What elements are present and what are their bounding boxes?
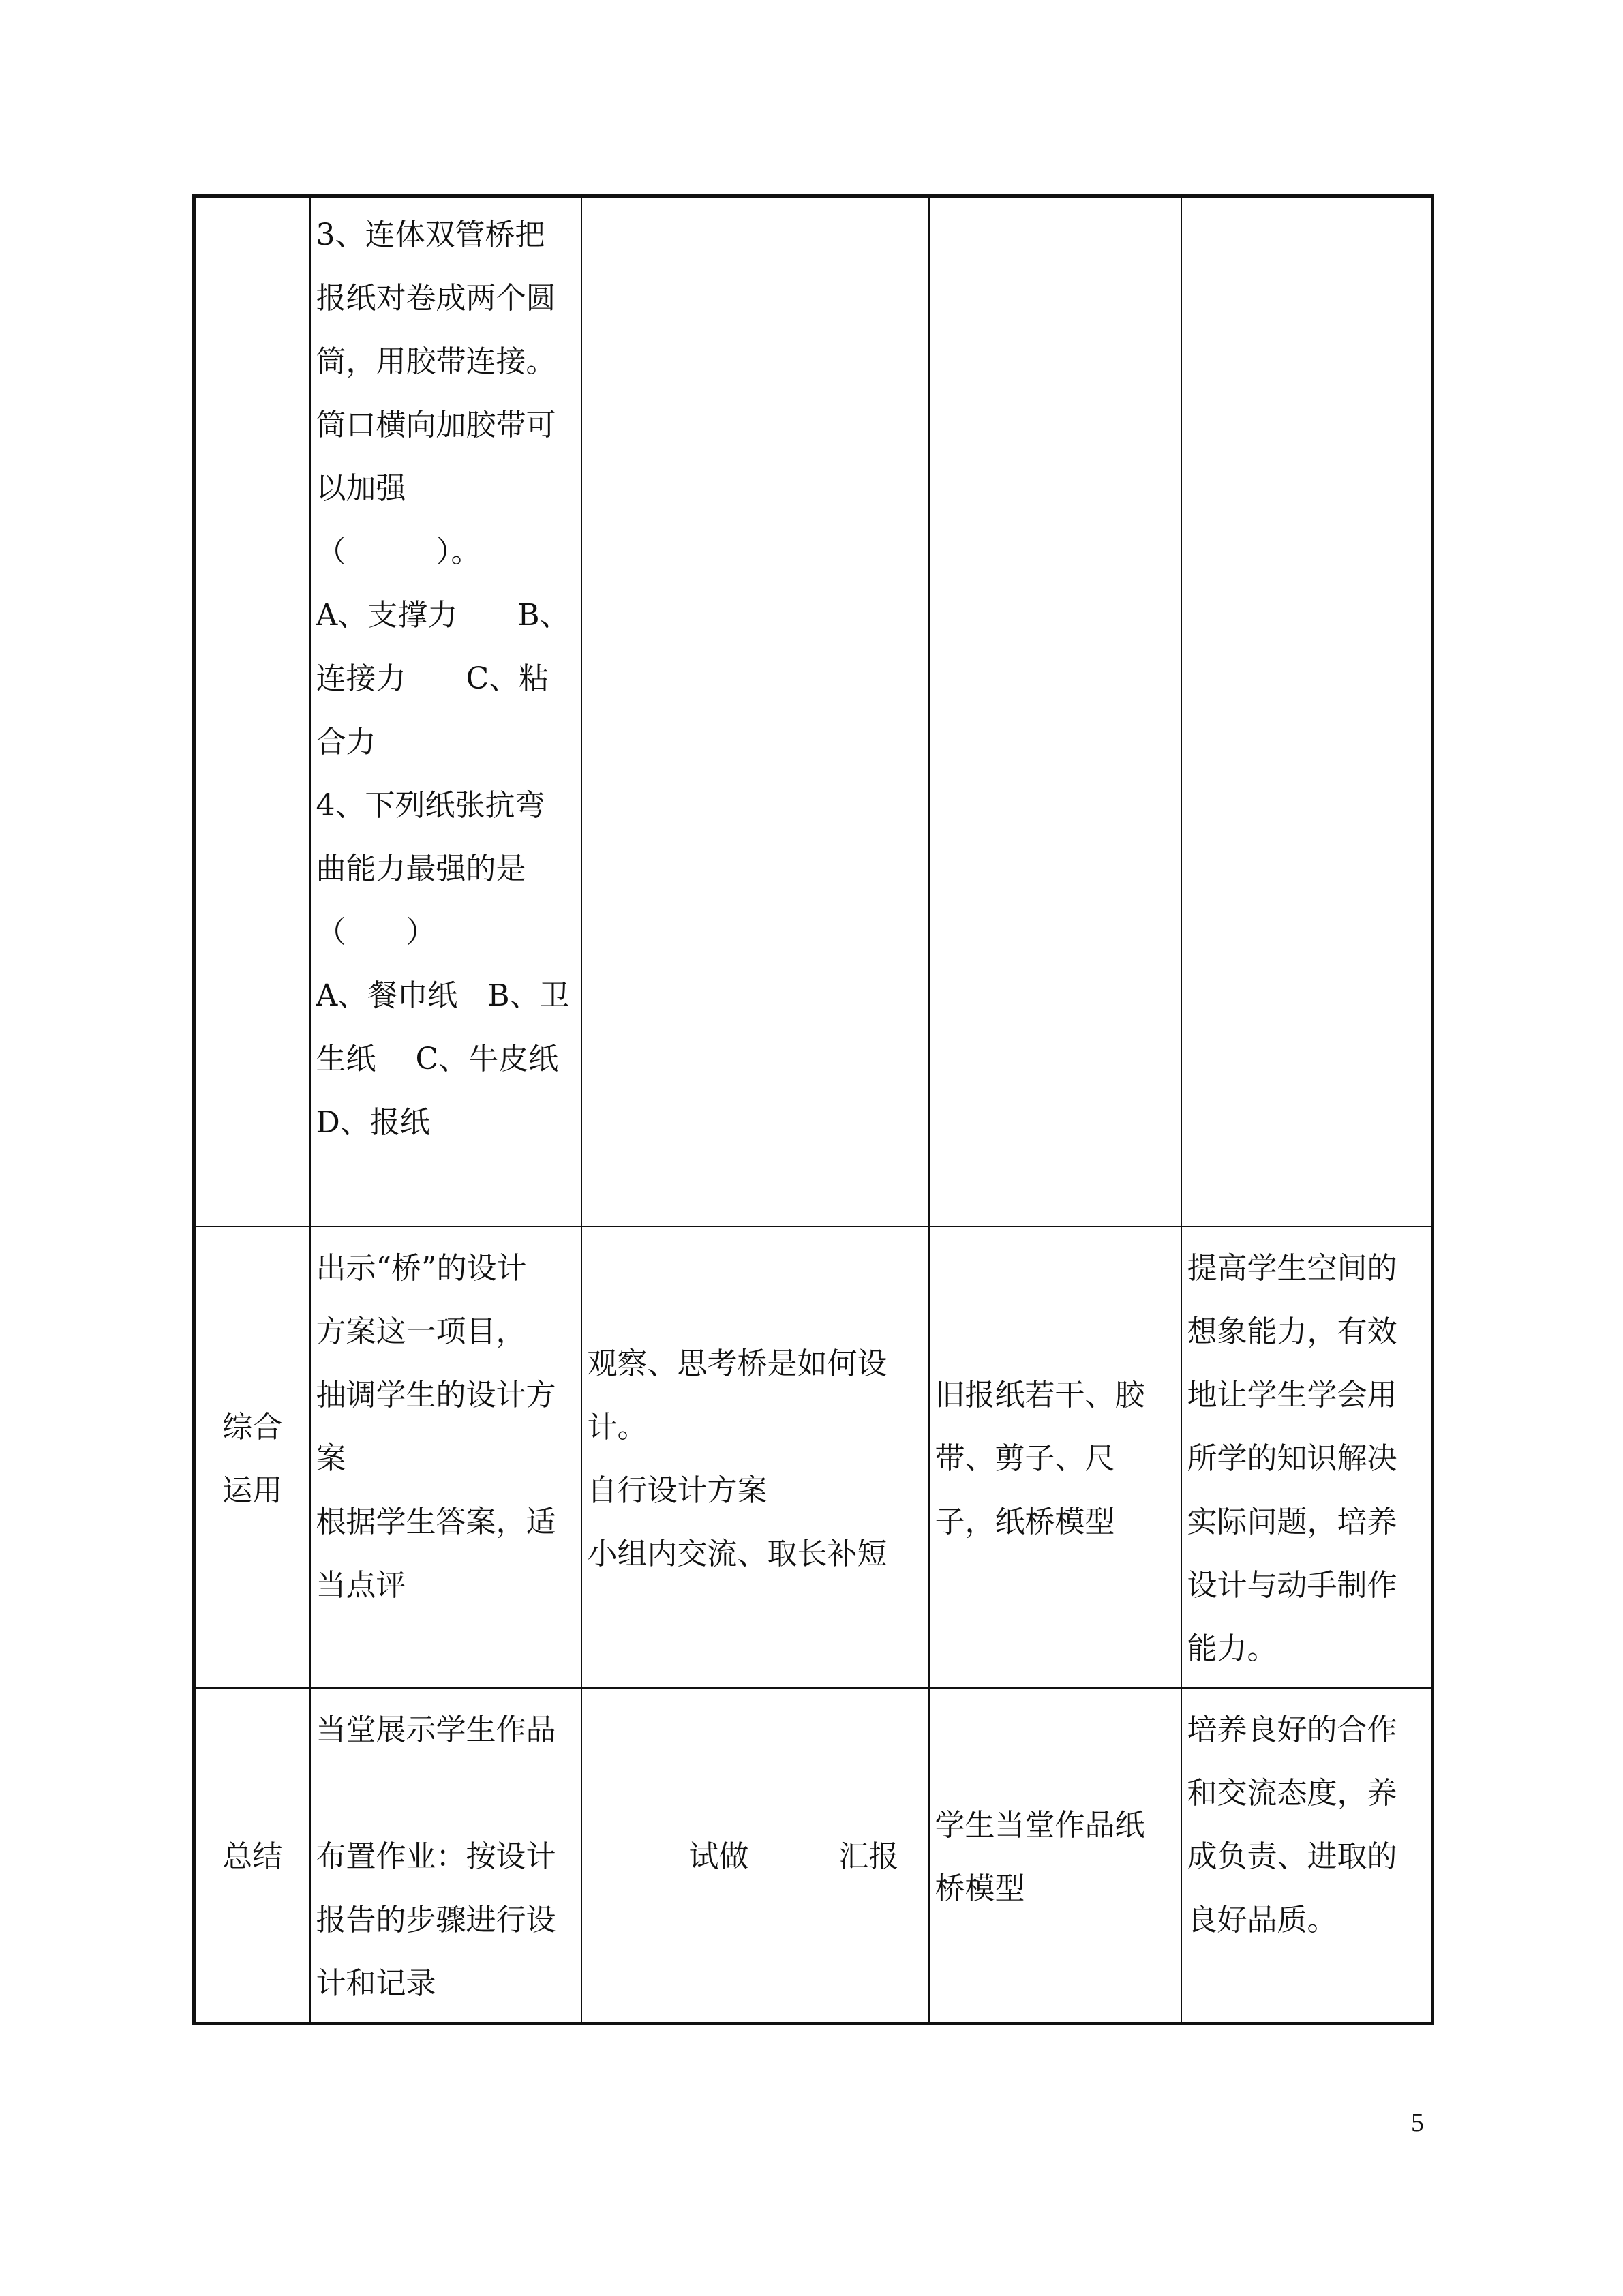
text-line: 当点评 <box>316 1568 406 1603</box>
text-line: （ ） <box>316 915 436 950</box>
text-line: 筒，用胶带连接。 <box>316 344 556 379</box>
cell-stage-apply <box>194 1226 310 1688</box>
cell-materials <box>929 1688 1181 2024</box>
text-line: 提高学生空间的 <box>1187 1251 1397 1286</box>
text-line: 报纸对卷成两个圆 <box>316 281 556 316</box>
text-line: 良好品质。 <box>1187 1903 1337 1937</box>
text-line: 实际问题，培养 <box>1187 1505 1397 1539</box>
text-line: A、餐巾纸 B、卫 <box>316 978 570 1013</box>
cell-purpose <box>1181 1688 1433 2024</box>
text-line: 计。 <box>587 1409 648 1445</box>
cell-teacher-activity <box>310 1226 581 1688</box>
text-line: 布置作业：按设计 <box>316 1839 556 1874</box>
table-row-apply <box>194 1226 1433 1688</box>
stage-label: 综合 <box>222 1409 283 1445</box>
cell-stage-summary <box>194 1688 310 2024</box>
text-line: 出示“桥”的设计 <box>316 1251 527 1286</box>
text-line: 根据学生答案，适 <box>316 1505 556 1539</box>
text-line: 曲能力最强的是 <box>316 851 526 886</box>
text-line: 带、剪子、尺 <box>935 1441 1115 1476</box>
text-line: 生纸 C、牛皮纸 <box>316 1042 559 1076</box>
text-line: 试做 汇报 <box>688 1839 899 1874</box>
text-line: （ ）。 <box>316 534 481 569</box>
text-line: 4、下列纸张抗弯 <box>316 788 545 823</box>
cell-teacher-activity <box>310 196 581 1227</box>
text-line: 筒口横向加胶带可 <box>316 408 556 442</box>
cell-purpose <box>1181 1226 1433 1688</box>
cell-student-activity <box>581 1688 929 2024</box>
text-line: 计和记录 <box>316 1966 436 2001</box>
text-line: 连接力 C、粘 <box>316 661 549 696</box>
text-line: 地让学生学会用 <box>1187 1378 1397 1413</box>
text-line: 学生当堂作品纸 <box>935 1807 1145 1843</box>
lesson-plan-table <box>192 194 1434 2025</box>
text-line: A、支撑力 B、 <box>316 598 570 633</box>
text-line: 报告的步骤进行设 <box>316 1903 556 1937</box>
text-line: 小组内交流、取长补短 <box>587 1536 888 1571</box>
text-line: 抽调学生的设计方 <box>316 1378 556 1413</box>
text-line: 方案这一项目， <box>316 1314 526 1349</box>
text-line: 所学的知识解决 <box>1187 1441 1397 1476</box>
text-line: 和交流态度，养 <box>1187 1776 1397 1811</box>
table-row-task <box>194 196 1433 1227</box>
text-line: 成负责、进取的 <box>1187 1839 1397 1874</box>
text-line: 当堂展示学生作品 <box>316 1712 556 1747</box>
text-line: 合力 <box>316 725 376 759</box>
stage-label: 运用 <box>222 1472 283 1508</box>
text-line: 子，纸桥模型 <box>935 1505 1115 1539</box>
text-line: 能力。 <box>1187 1631 1277 1666</box>
text-line: 自行设计方案 <box>587 1472 768 1508</box>
text-line: 观察、思考桥是如何设 <box>587 1346 888 1381</box>
cell-stage-empty <box>194 196 310 1227</box>
text-line <box>316 1762 577 1825</box>
cell-materials-empty <box>929 196 1181 1227</box>
text-line: 培养良好的合作 <box>1187 1712 1397 1747</box>
text-line: 旧报纸若干、胶 <box>935 1378 1145 1413</box>
text-line: 桥模型 <box>935 1871 1025 1906</box>
page-number: 5 <box>1411 2109 1424 2137</box>
cell-purpose-empty <box>1181 196 1433 1227</box>
stage-label: 总结 <box>222 1839 283 1874</box>
text-line: 想象能力，有效 <box>1187 1314 1397 1349</box>
table-row-summary <box>194 1688 1433 2024</box>
text-line: 案 <box>316 1441 346 1476</box>
text-line: 以加强 <box>316 471 406 506</box>
cell-student-activity-empty <box>581 196 929 1227</box>
cell-materials <box>929 1226 1181 1688</box>
cell-teacher-activity <box>310 1688 581 2024</box>
text-line: 设计与动手制作 <box>1187 1568 1397 1603</box>
text-line: D、报纸 <box>316 1105 430 1140</box>
text-line: 3、连体双管桥把 <box>316 217 545 252</box>
cell-student-activity <box>581 1226 929 1688</box>
